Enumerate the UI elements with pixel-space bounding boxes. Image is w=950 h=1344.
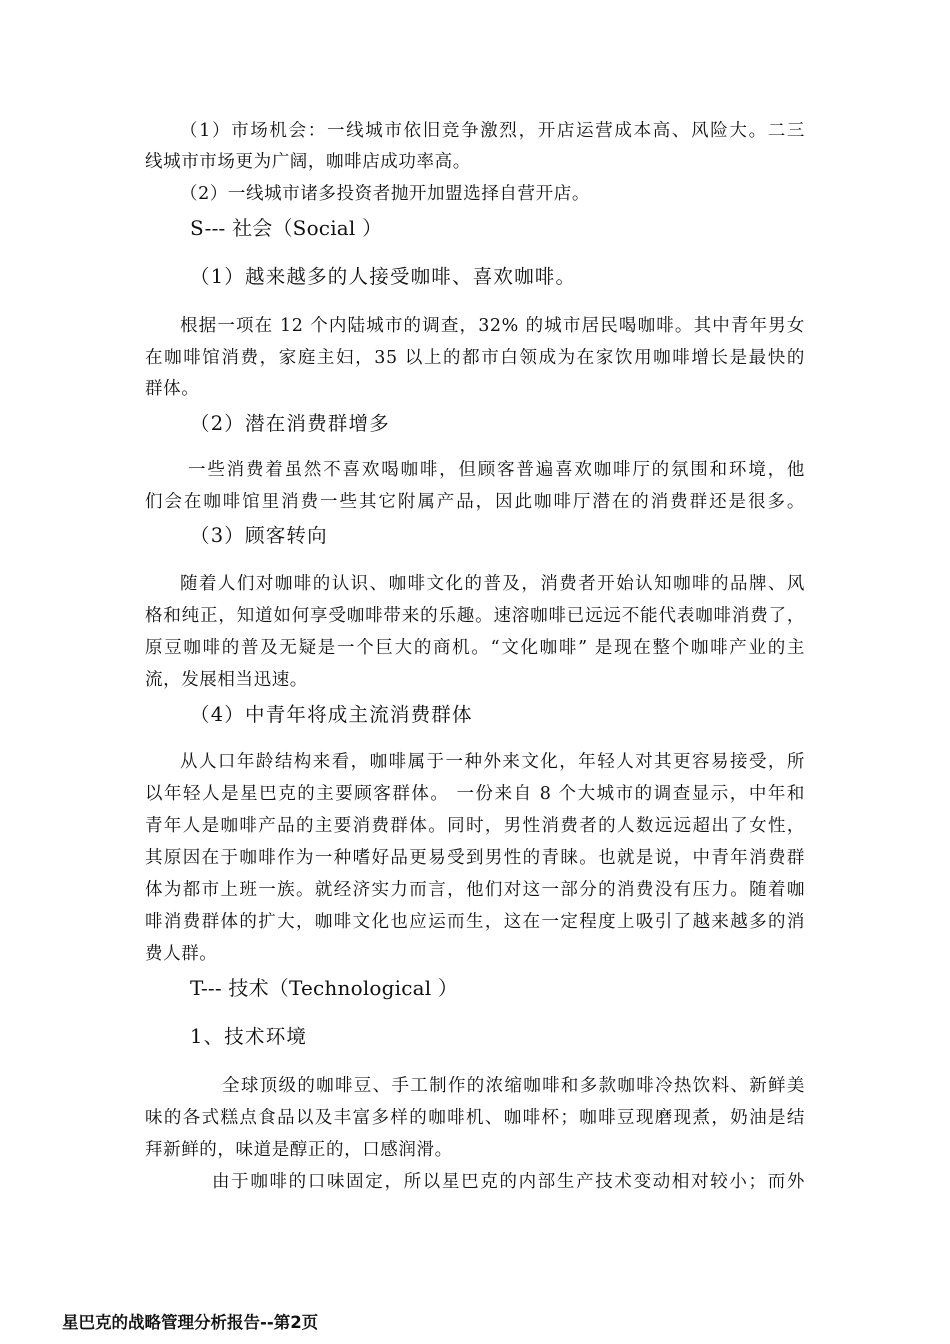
paragraph-line: 原豆咖啡的普及无疑是一个巨大的商机。“文化咖啡” 是现在整个咖啡产业的主 bbox=[145, 638, 805, 658]
paragraph-line: 线城市市场更为广阔，咖啡店成功率高。 bbox=[145, 152, 471, 172]
paragraph-line: 一些消费着虽然不喜欢喝咖啡，但顾客普遍喜欢咖啡厅的氛围和环境，他 bbox=[188, 460, 805, 480]
paragraph-line: 啡消费群体的扩大，咖啡文化也应运而生，这在一定程度上吸引了越来越多的消 bbox=[145, 912, 805, 932]
paragraph-line: 们会在咖啡馆里消费一些其它附属产品，因此咖啡厅潜在的消费群还是很多。 bbox=[145, 492, 805, 512]
paragraph-line: （1）市场机会：一线城市依旧竞争激烈，开店运营成本高、风险大。二三 bbox=[180, 121, 805, 141]
paragraph-line: 随着人们对咖啡的认识、咖啡文化的普及，消费者开始认知咖啡的品牌、风 bbox=[180, 574, 805, 594]
paragraph-line: 以年轻人是星巴克的主要顾客群体。 一份来自 8 个大城市的调查显示，中年和 bbox=[145, 784, 805, 804]
paragraph-line: 费人群。 bbox=[145, 944, 218, 964]
section-heading-technological: T--- 技术（Technological ） bbox=[190, 976, 459, 1000]
page-footer: 星巴克的战略管理分析报告--第2页 bbox=[62, 1313, 319, 1332]
paragraph-line: 群体。 bbox=[145, 379, 200, 399]
paragraph-line: 全球顶级的咖啡豆、手工制作的浓缩咖啡和多款咖啡冷热饮料、新鲜美 bbox=[222, 1076, 805, 1096]
subheading: （2）潜在消费群增多 bbox=[190, 412, 390, 435]
paragraph-line: 流，发展相当迅速。 bbox=[145, 670, 308, 690]
paragraph-line: 格和纯正，知道如何享受咖啡带来的乐趣。速溶咖啡已远远不能代表咖啡消费了， bbox=[145, 606, 805, 626]
paragraph-line: 由于咖啡的口味固定，所以星巴克的内部生产技术变动相对较小；而外 bbox=[212, 1172, 805, 1192]
subheading: 1、技术环境 bbox=[190, 1025, 308, 1048]
paragraph-line: 拜新鲜的，味道是醇正的，口感润滑。 bbox=[145, 1140, 453, 1160]
section-heading-social: S--- 社会（Social ） bbox=[190, 216, 383, 240]
paragraph-line: 青年人是咖啡产品的主要消费群体。同时，男性消费者的人数远远超出了女性， bbox=[145, 816, 805, 836]
paragraph-line: 其原因在于咖啡作为一种嗜好品更易受到男性的青睐。也就是说，中青年消费群 bbox=[145, 848, 805, 868]
paragraph-line: （2）一线城市诸多投资者抛开加盟选择自营开店。 bbox=[180, 184, 590, 204]
paragraph-line: 体为都市上班一族。就经济实力而言，他们对这一部分的消费没有压力。随着咖 bbox=[145, 880, 805, 900]
paragraph-line: 根据一项在 12 个内陆城市的调查，32% 的城市居民喝咖啡。其中青年男女 bbox=[180, 316, 805, 336]
subheading: （3）顾客转向 bbox=[190, 524, 328, 547]
paragraph-line: 在咖啡馆消费，家庭主妇，35 以上的都市白领成为在家饮用咖啡增长是最快的 bbox=[145, 348, 805, 368]
paragraph-line: 味的各式糕点食品以及丰富多样的咖啡机、咖啡杯；咖啡豆现磨现煮，奶油是结 bbox=[145, 1108, 805, 1128]
paragraph-line: 从人口年龄结构来看，咖啡属于一种外来文化，年轻人对其更容易接受，所 bbox=[180, 752, 805, 772]
subheading: （4）中青年将成主流消费群体 bbox=[190, 703, 473, 726]
subheading: （1）越来越多的人接受咖啡、喜欢咖啡。 bbox=[190, 265, 577, 288]
